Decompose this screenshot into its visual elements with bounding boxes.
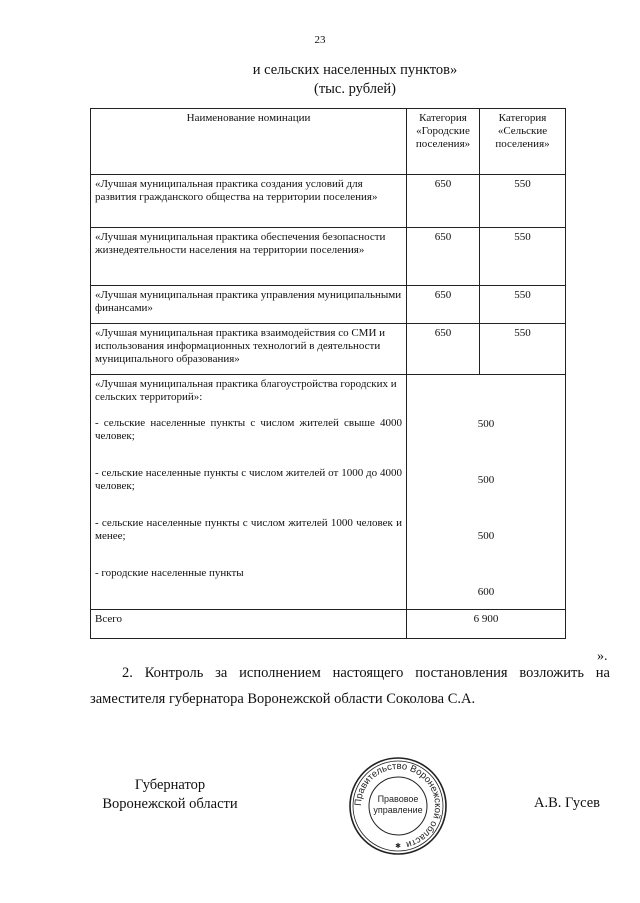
table-row [91, 228, 566, 286]
total-amount: 6 900 [407, 610, 566, 639]
table-title-line-1: и сельских населенных пунктов» [252, 62, 458, 78]
landscaping-amount: 500 [477, 418, 495, 430]
landscaping-subitem: - сельские населенные пункты с числом жителей 1000 человек и менее; [95, 517, 402, 542]
approval-stamp [347, 755, 449, 857]
total-label: Всего [91, 610, 407, 639]
nomination-name: «Лучшая муниципальная практика взаимодействия со СМИ и использования информационных технологий в деятельности муниципального образования» [91, 324, 407, 375]
table-total-row [91, 610, 566, 639]
urban-amount: 650 [407, 324, 480, 375]
landscaping-subitem: - сельские населенные пункты с числом жителей свыше 4000 человек; [95, 417, 402, 442]
urban-amount: 650 [407, 228, 480, 286]
landscaping-amount: 500 [477, 474, 495, 486]
signer-position-line-2: Воронежской области [102, 796, 238, 812]
rural-amount: 550 [480, 175, 566, 228]
rural-amount: 550 [480, 286, 566, 324]
signer-position-line-1: Губернатор [134, 777, 206, 793]
urban-amount: 650 [407, 286, 480, 324]
table-row [91, 324, 566, 375]
landscaping-subitem: - сельские населенные пункты с числом жителей от 1000 до 4000 человек; [95, 467, 402, 492]
header-nomination-name: Наименование номинации [91, 109, 407, 175]
nomination-name: «Лучшая муниципальная практика создания условий для развития гражданского общества на территории поселения» [91, 175, 407, 228]
stamp-outer-text: Правительство Воронежской области [352, 760, 444, 850]
landscaping-amount: 600 [477, 586, 495, 598]
nominations-table [90, 108, 566, 639]
landscaping-amounts [407, 375, 566, 610]
header-rural-category: Категория «Сельские поселения» [480, 109, 566, 175]
control-paragraph: 2. Контроль за исполнением настоящего постановления возложить на заместителя губернатора Воронежской области Соколова С.А. [90, 665, 610, 707]
header-urban-category: Категория «Городские поселения» [407, 109, 480, 175]
stamp-inner-line-2: управление [373, 805, 423, 815]
nomination-name: «Лучшая муниципальная практика управления муниципальными финансами» [91, 286, 407, 324]
landscaping-title: «Лучшая муниципальная практика благоустройства городских и сельских территорий»: [95, 378, 397, 403]
table-row [91, 286, 566, 324]
signer-position [90, 776, 250, 814]
signer-name: А.В. Гусев [534, 795, 600, 811]
urban-amount: 650 [407, 175, 480, 228]
rural-amount: 550 [480, 324, 566, 375]
landscaping-amount: 500 [477, 530, 495, 542]
stamp-inner-line-1: Правовое [377, 794, 419, 804]
page-number: 23 [314, 34, 326, 46]
nomination-name: «Лучшая муниципальная практика обеспечения безопасности жизнедеятельности населения на территории поселения» [91, 228, 407, 286]
closing-quote: ». [597, 649, 608, 664]
star-icon: ✱ [395, 842, 401, 850]
landscaping-subitem: - городские населенные пункты [95, 567, 244, 579]
table-header-row [91, 109, 566, 175]
table-row-landscaping [91, 375, 566, 610]
rural-amount: 550 [480, 228, 566, 286]
table-title-units: (тыс. рублей) [314, 81, 396, 97]
landscaping-nomination [91, 375, 407, 610]
table-row [91, 175, 566, 228]
